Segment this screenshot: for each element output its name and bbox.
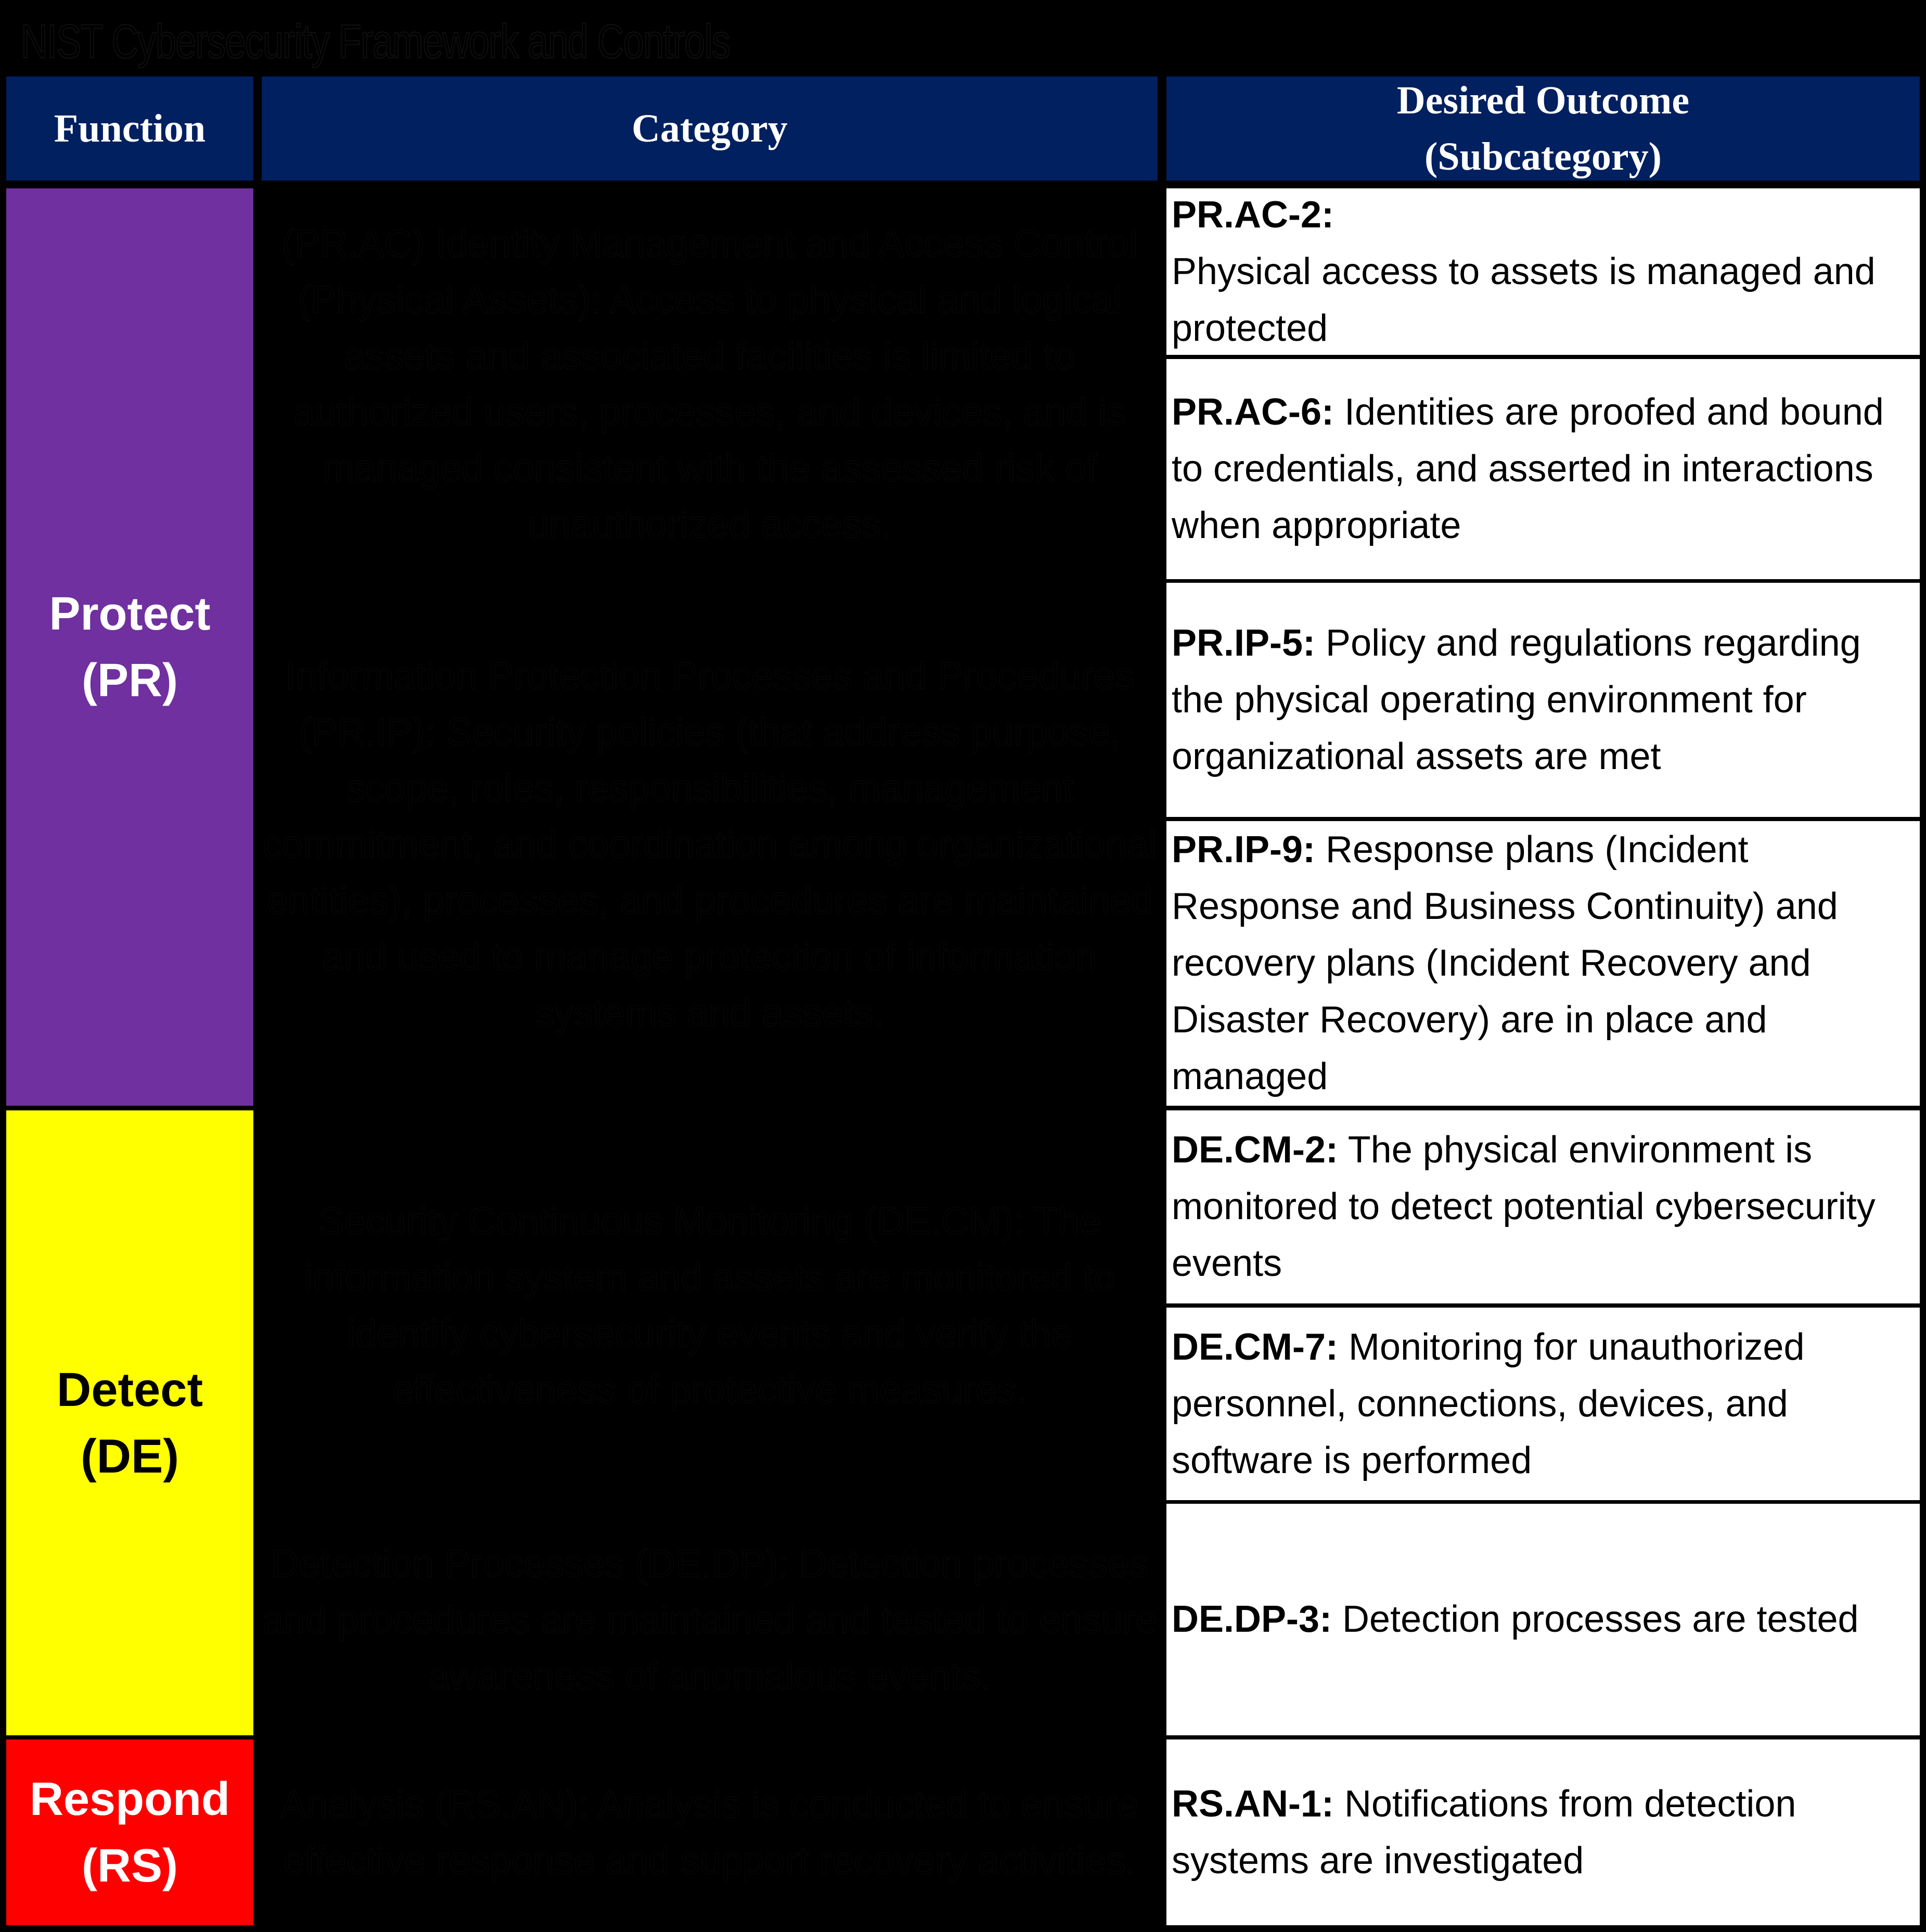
subcategory-code: DE.CM-7:	[1172, 1326, 1338, 1368]
subcategory-text: The physical environment is monitored to detect potential cybersecurity events	[1172, 1129, 1876, 1284]
subcategory-de-dp-3	[1166, 1504, 1920, 1735]
subcategory-code: PR.AC-6:	[1172, 391, 1334, 433]
subcategory-pr-ip-9	[1166, 821, 1920, 1106]
subcategory-code: DE.CM-2:	[1172, 1129, 1338, 1171]
category-de-cm	[262, 1110, 1158, 1500]
subcategory-de-cm-7	[1166, 1308, 1920, 1500]
function-name: Protect	[49, 587, 211, 640]
category-pr-ip	[262, 583, 1158, 1106]
subcategory-text: Identities are proofed and bound to credentials, and asserted in interactions when appropriate	[1172, 391, 1884, 546]
function-code: (DE)	[80, 1429, 179, 1483]
header-function	[6, 76, 253, 181]
function-respond	[6, 1739, 253, 1925]
subcategory-rs-an-1	[1166, 1739, 1920, 1925]
subcategory-pr-ac-6	[1166, 359, 1920, 579]
category-text: Analysis (RS.AN): Analysis is conducted to ensure effective response and support recovery activities.	[280, 1782, 1139, 1882]
function-detect	[6, 1110, 253, 1735]
subcategory-code: RS.AN-1:	[1172, 1783, 1334, 1825]
header-desired-outcome	[1166, 76, 1920, 181]
header-category-label: Category	[632, 107, 788, 150]
subcategory-code: PR.IP-9:	[1172, 829, 1316, 871]
header-category	[262, 76, 1158, 181]
subcategory-text: Physical access to assets is managed and protected	[1172, 250, 1876, 349]
page-title: NIST Cybersecurity Framework and Controls	[21, 15, 730, 68]
subcategory-code: PR.AC-2:	[1172, 194, 1334, 236]
category-text: (PR.AC) Identity Management and Access Control (Physical Assets): Access to physical and logical assets and associated facilities is limited to authorized users, processes, and devices, and is managed consistent with the assessed risk of unauthorized access.	[281, 221, 1138, 546]
subcategory-text: Policy and regulations regarding the physical operating environment for organizational assets are met	[1172, 622, 1861, 777]
category-text: Detection Processes (DE.DP): Detection processes and procedures are maintained and tested to ensure awareness of anomalous events.	[262, 1541, 1157, 1697]
category-text: Information Protection Processes and Procedures (PR.IP): Security policies (that address purpose, scope, roles, responsibilities, management commitment, and coordination among organizational entities), processes, and procedures are maintained and used to manage protection of information systems and assets.	[262, 654, 1157, 1034]
subcategory-text: Response plans (Incident Response and Business Continuity) and recovery plans (Incident Recovery and Disaster Recovery) are in place and managed	[1172, 829, 1838, 1097]
subcategory-text: Detection processes are tested	[1332, 1598, 1859, 1640]
header-outcome-line2: (Subcategory)	[1424, 135, 1662, 178]
function-name: Respond	[29, 1773, 230, 1825]
category-pr-ac	[262, 188, 1158, 579]
subcategory-pr-ac-2	[1166, 188, 1920, 355]
function-name: Detect	[56, 1363, 203, 1416]
category-text: Security Continuous Monitoring (DE.CM): The information system and assets are monitored to identify cybersecurity events and verify the effectiveness of protective measures.	[304, 1199, 1115, 1411]
category-de-dp	[262, 1504, 1158, 1735]
function-code: (PR)	[82, 654, 178, 707]
function-protect	[6, 188, 253, 1106]
subcategory-pr-ip-5	[1166, 583, 1920, 817]
subcategory-text: Notifications from detection systems are investigated	[1172, 1783, 1796, 1882]
subcategory-code: DE.DP-3:	[1172, 1598, 1332, 1640]
subcategory-de-cm-2	[1166, 1110, 1920, 1303]
subcategory-text: Monitoring for unauthorized personnel, connections, devices, and software is performed	[1172, 1326, 1805, 1481]
header-outcome-line1: Desired Outcome	[1396, 79, 1690, 122]
function-code: (RS)	[82, 1839, 178, 1892]
category-rs-an	[262, 1739, 1158, 1925]
subcategory-code: PR.IP-5:	[1172, 622, 1316, 664]
header-function-label: Function	[54, 107, 206, 150]
